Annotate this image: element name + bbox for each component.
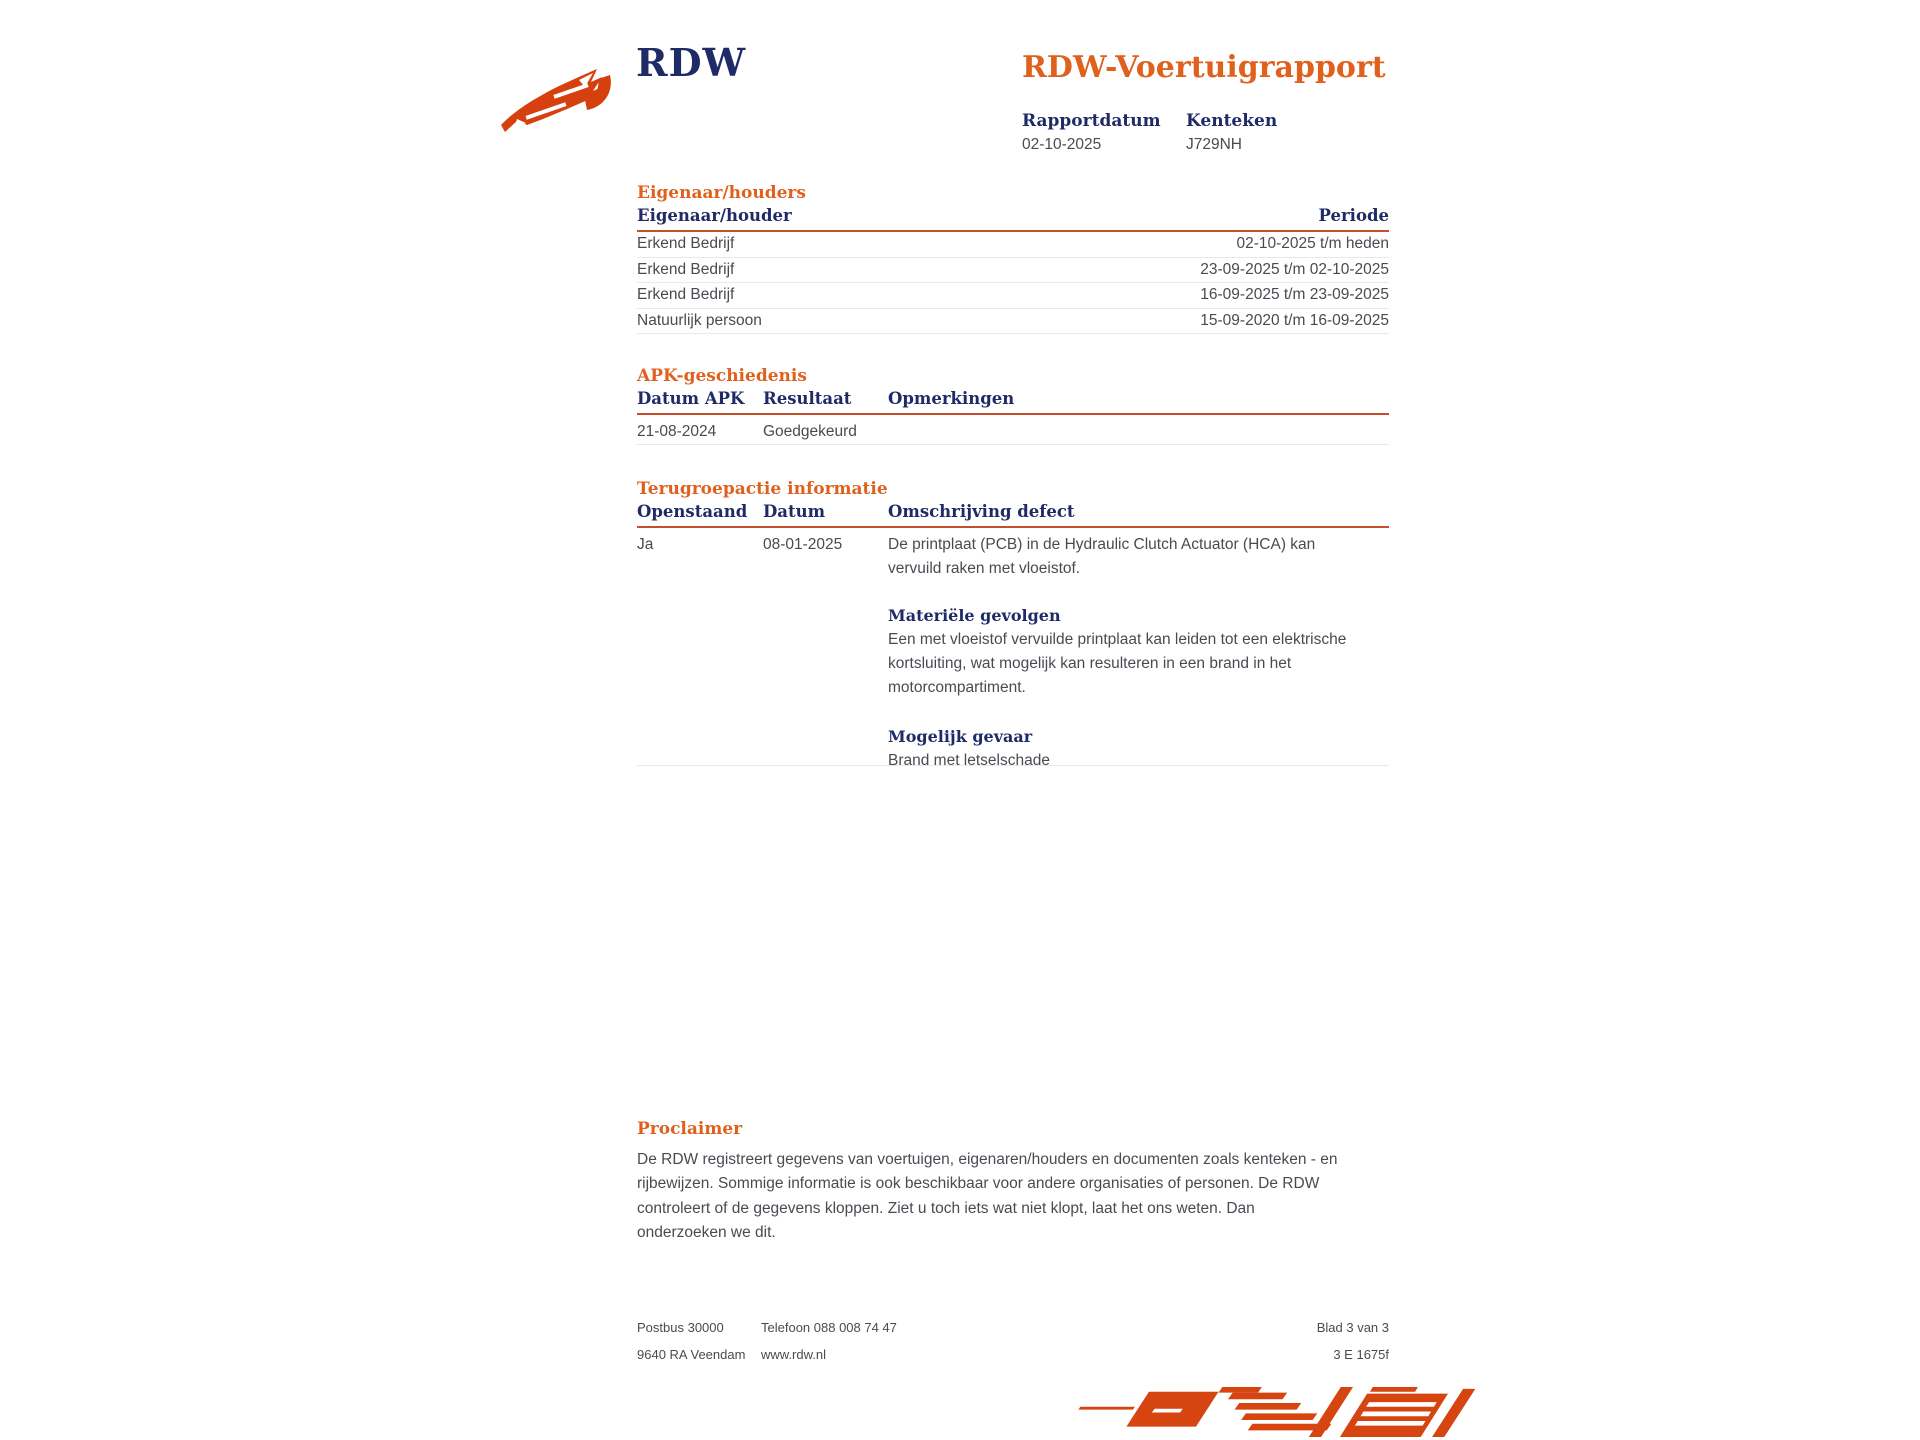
owners-col-owner: Eigenaar/houder xyxy=(637,206,792,225)
owners-table-header xyxy=(637,206,1389,232)
page-title: RDW-Voertuigrapport xyxy=(1022,50,1386,85)
material-consequences-title: Materiële gevolgen xyxy=(888,606,1061,625)
table-row xyxy=(637,528,1389,773)
owner-cell: Natuurlijk persoon xyxy=(637,311,762,329)
apk-col-resultaat: Resultaat xyxy=(763,389,852,408)
table-row xyxy=(637,309,1389,335)
footer-address-line2: 9640 RA Veendam xyxy=(637,1347,746,1362)
proclaimer-text: De RDW registreert gegevens van voertuigen, eigenaren/houders en documenten zoals kenteken - en rijbewijzen. Sommige informatie is ook beschikbaar voor andere organisaties of personen. De RDW controleert of de gegevens kloppen. Ziet u toch iets wat niet klopt, laat het ons weten. Dan onderzoeken we dit. xyxy=(637,1151,1338,1242)
license-plate-value: J729NH xyxy=(1186,136,1242,153)
recall-openstaand-cell: Ja xyxy=(637,536,654,553)
recall-defect-cell xyxy=(888,533,1366,773)
period-cell: 16-09-2025 t/m 23-09-2025 xyxy=(1200,286,1389,304)
license-plate-label: Kenteken xyxy=(1186,111,1278,131)
material-consequences-text: Een met vloeistof vervuilde printplaat kan leiden tot een elektrische kortsluiting, wat mogelijk kan resulteren in een brand in het motorcompartiment. xyxy=(888,631,1347,696)
footer-row-2 xyxy=(637,1347,1389,1362)
footer-phone: Telefoon 088 008 74 47 xyxy=(761,1320,897,1335)
recall-col-datum: Datum xyxy=(763,502,826,521)
recall-section-heading: Terugroepactie informatie xyxy=(637,479,888,499)
owner-cell: Erkend Bedrijf xyxy=(637,286,735,304)
recall-bottom-divider xyxy=(637,765,1389,766)
report-date-value: 02-10-2025 xyxy=(1022,136,1102,153)
apk-resultaat-cell: Goedgekeurd xyxy=(763,423,857,440)
recall-col-openstaand: Openstaand xyxy=(637,502,748,521)
owner-cell: Erkend Bedrijf xyxy=(637,260,735,278)
recall-table-header xyxy=(637,502,1389,528)
rdw-stripes-graphic-icon xyxy=(1038,1387,1480,1437)
table-row xyxy=(637,232,1389,258)
defect-description: De printplaat (PCB) in de Hydraulic Clutch Actuator (HCA) kan vervuild raken met vloeistof. xyxy=(888,536,1316,577)
owners-section-heading: Eigenaar/houders xyxy=(637,183,806,203)
period-cell: 02-10-2025 t/m heden xyxy=(1236,235,1389,253)
apk-table-header xyxy=(637,389,1389,415)
owners-table xyxy=(637,206,1389,334)
possible-danger-text: Brand met letselschade xyxy=(888,752,1050,769)
rdw-logo-text: RDW xyxy=(636,40,747,85)
apk-section-heading: APK-geschiedenis xyxy=(637,366,807,386)
owner-cell: Erkend Bedrijf xyxy=(637,235,735,253)
recall-table xyxy=(637,502,1389,773)
recall-col-defect: Omschrijving defect xyxy=(888,502,1075,521)
footer-website-link: www.rdw.nl xyxy=(761,1347,827,1362)
footer-row-1 xyxy=(637,1320,1389,1335)
table-row xyxy=(637,415,1389,445)
report-date-label: Rapportdatum xyxy=(1022,111,1161,131)
apk-col-datum: Datum APK xyxy=(637,389,745,408)
rdw-wing-icon xyxy=(497,56,619,140)
footer-address-line1: Postbus 30000 xyxy=(637,1320,724,1335)
footer-page-number: Blad 3 van 3 xyxy=(1316,1320,1389,1335)
footer-doc-code: 3 E 1675f xyxy=(1333,1347,1389,1362)
owners-col-period: Periode xyxy=(1318,206,1389,225)
apk-col-opmerkingen: Opmerkingen xyxy=(888,389,1015,408)
table-row xyxy=(637,283,1389,309)
recall-datum-cell: 08-01-2025 xyxy=(763,536,843,553)
period-cell: 23-09-2025 t/m 02-10-2025 xyxy=(1200,260,1389,278)
period-cell: 15-09-2020 t/m 16-09-2025 xyxy=(1200,311,1389,329)
apk-datum-cell: 21-08-2024 xyxy=(637,423,717,440)
proclaimer-heading: Proclaimer xyxy=(637,1119,743,1139)
table-row xyxy=(637,258,1389,284)
apk-table xyxy=(637,389,1389,445)
possible-danger-title: Mogelijk gevaar xyxy=(888,727,1033,746)
